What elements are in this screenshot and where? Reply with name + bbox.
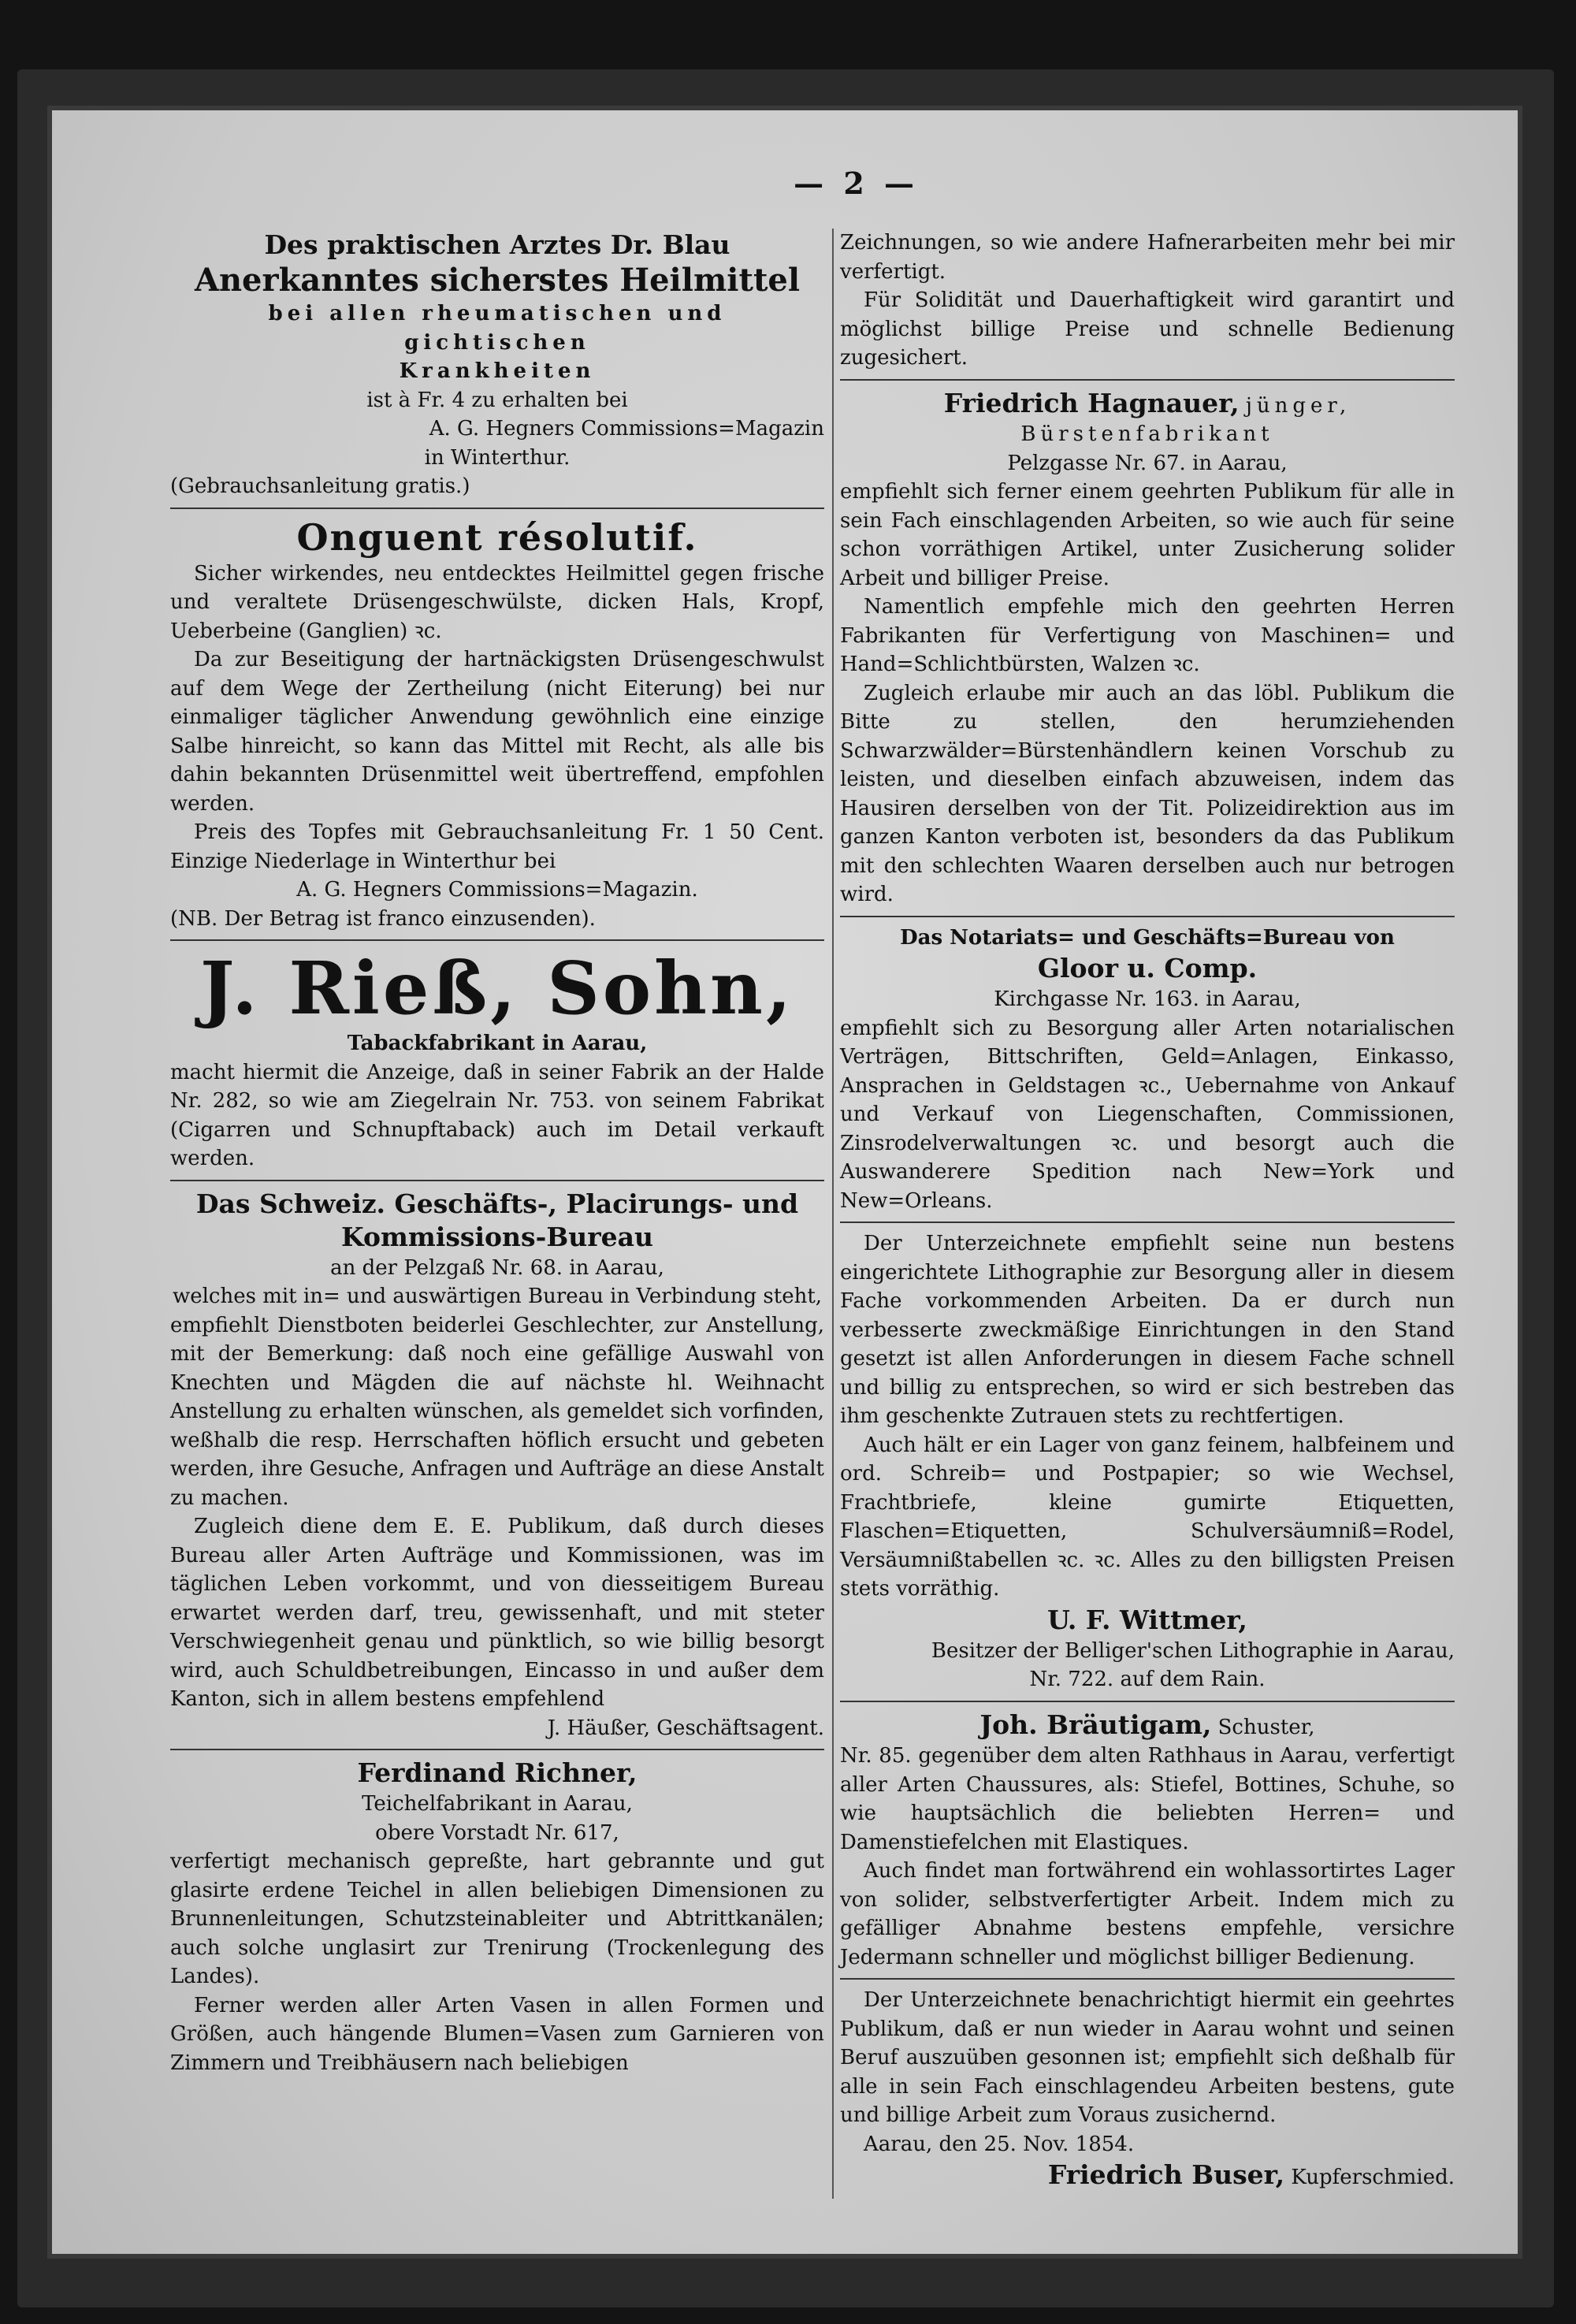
ad-schweiz-bureau [170, 1188, 824, 1751]
braeutigam-p1: Nr. 85. gegenüber dem alten Rathhaus in Aarau, verfertigt aller Arten Chaussures, als: Stiefel, Bottines, Schuhe, so wie hauptsächlich die beliebten Herren= und Damenstiefelchen mit Elastiques. [840, 1744, 1455, 1854]
wittmer-p2: Auch hält er ein Lager von ganz feinem, halbfeinem und ord. Schreib= und Postpapier; so wie Wechsel, Frachtbriefe, kleine gumirte Etiquetten, Flaschen=Etiquetten, Schulversäumniß=Rodel, Versäumnißtabellen ꝛc. ꝛc. Alles zu den billigsten Preisen stets vorräthig. [840, 1433, 1455, 1601]
bureau-title-2: Kommissions-Bureau [341, 1221, 653, 1252]
ad-riess [170, 947, 824, 1181]
ad-gloor [840, 924, 1455, 1224]
richner-title: Ferdinand Richner, [357, 1757, 637, 1788]
left-column [170, 229, 824, 2090]
onguent-p1: Sicher wirkendes, neu entdecktes Heilmittel gegen frische und veraltete Drüsengeschwülste, dicken Hals, Kropf, Ueberbeine (Ganglien) ꝛc. [170, 561, 824, 643]
page-number: — 2 — [794, 165, 919, 201]
wittmer-signature: U. F. Wittmer, [1047, 1604, 1247, 1635]
ad-buser [840, 1986, 1455, 2199]
braeutigam-p2: Auch findet man fortwährend ein wohlassortirtes Lager von solider, selbstverfertigter Arbeit. Indem mich zu gefälliger Abnahme bestens empfehle, versichre Jedermann schneller und möglichst billiger Bedienung. [840, 1859, 1455, 1969]
richner-cont-p1: Zeichnungen, so wie andere Hafnerarbeiten mehr bei mir verfertigt. [840, 231, 1455, 284]
braeutigam-title: Joh. Bräutigam, [979, 1709, 1212, 1740]
column-divider [832, 229, 834, 2199]
ad-richner-continued [840, 229, 1455, 381]
gloor-title-2: Gloor u. Comp. [1037, 953, 1258, 984]
wittmer-p1: Der Unterzeichnete empfiehlt seine nun bestens eingerichtete Lithographie zur Besorgung aller in diesem Fache vorkommenden Arbeiten. Da er durch nun verbesserte zweckmäßige Einrichtungen in den Stand gesetzt ist allen Anforderungen in diesem Fache schnell und billig zu entsprechen, so wird er sich bestreben das ihm geschenkte Zutrauen stets zu rechtfertigen. [840, 1232, 1455, 1428]
blau-line-5: ist à Fr. 4 zu erhalten bei [366, 388, 628, 412]
buser-p1: Der Unterzeichnete benachrichtigt hiermit ein geehrtes Publikum, daß er nun wieder in Aarau wohnt und seinen Beruf auszuüben gesonnen ist; empfiehlt sich deßhalb für alle in sein Fach einschlagendeu Arbeiten bestens, gute und billige Arbeit zum Voraus zusichernd. [840, 1988, 1455, 2127]
right-column [840, 229, 1455, 2205]
ad-wittmer [840, 1229, 1455, 1702]
hagnauer-title: Friedrich Hagnauer, [943, 387, 1240, 418]
hagnauer-line-2: Pelzgasse Nr. 67. in Aarau, [1007, 451, 1288, 475]
blau-line-8: (Gebrauchsanleitung gratis.) [170, 474, 470, 498]
buser-date: Aarau, den 25. Nov. 1854. [864, 2132, 1135, 2156]
gloor-line-1: Kirchgasse Nr. 163. in Aarau, [994, 987, 1301, 1011]
newspaper-page [52, 110, 1518, 2254]
hagnauer-p2: Namentlich empfehle mich den geehrten Herren Fabrikanten für Verfertigung von Maschinen= und Hand=Schlichtbürsten, Walzen ꝛc. [840, 595, 1455, 676]
blau-line-3: bei allen rheumatischen und gichtischen [268, 302, 727, 355]
ad-braeutigam [840, 1709, 1455, 1980]
buser-signature: Friedrich Buser, [1047, 2159, 1285, 2190]
richner-line-2: obere Vorstadt Nr. 617, [375, 1820, 619, 1845]
ad-dr-blau [170, 229, 824, 509]
bureau-p1: empfiehlt Dienstboten beiderlei Geschlechter, zur Anstellung, mit der Bemerkung: daß noch eine gefällige Auswahl von Knechten und Mägden die auf nächste hl. Weihnacht Anstellung zu erhalten wünschen, als gemeldet sich vorfinden, weßhalb die resp. Herrschaften höflich ersucht und gebeten werden, ihre Gesuche, Anfragen und Aufträge an diese Anstalt zu machen. [170, 1313, 824, 1510]
riess-p1: macht hiermit die Anzeige, daß in seiner Fabrik an der Halde Nr. 282, so wie am Ziegelrain Nr. 753. von seinem Fabrikat (Cigarren und Schnupftaback) auch im Detail verkauft werden. [170, 1060, 824, 1170]
blau-line-7: in Winterthur. [424, 445, 571, 470]
bureau-line-1: an der Pelzgaß Nr. 68. in Aarau, [330, 1255, 664, 1280]
richner-p2: Ferner werden aller Arten Vasen in allen Formen und Größen, auch hängende Blumen=Vasen zum Garnieren von Zimmern und Treibhäusern nach beliebigen [170, 1993, 824, 2075]
onguent-p5: (NB. Der Betrag ist franco einzusenden). [170, 906, 596, 931]
hagnauer-p1: empfiehlt sich ferner einem geehrten Publikum für alle in sein Fach einschlagenden Arbeiten, so wie auch für seine schon vorräthigen Artikel, unter Zusicherung solider Arbeit und billiger Preise. [840, 480, 1455, 590]
blau-headline: Anerkanntes sicherstes Heilmittel [194, 262, 801, 299]
gloor-title-1: Das Notariats= und Geschäfts=Bureau von [900, 925, 1395, 950]
blau-line-4: Krankheiten [399, 359, 596, 383]
blau-line-6: A. G. Hegners Commissions=Magazin [429, 417, 824, 441]
wittmer-line-1: Besitzer der Belliger'schen Lithographie in Aarau, [931, 1638, 1455, 1663]
ad-onguent [170, 515, 824, 942]
gloor-p1: empfiehlt sich zu Besorgung aller Arten notarialischen Verträgen, Bittschriften, Geld=Anlagen, Einkasso, Ansprachen in Geldstagen ꝛc., Uebernahme von Ankauf und Verkauf von Liegenschaften, Commissionen, Zinsrodelverwaltungen ꝛc. und besorgt auch die Auswanderere Spedition nach New=York und New=Orleans. [840, 1016, 1455, 1213]
richner-line-1: Teichelfabrikant in Aarau, [362, 1792, 633, 1816]
richner-p1: verfertigt mechanisch gepreßte, hart gebrannte und gut glasirte erdene Teichel in allen beliebigen Dimensionen zu Brunnenleitungen, Schutzsteinableiter und Abtrittkanälen; auch solche unglasirt zur Trenirung (Trockenlegung des Landes). [170, 1850, 824, 1988]
onguent-p4: A. G. Hegners Commissions=Magazin. [296, 878, 698, 902]
onguent-title: Onguent résolutif. [296, 515, 698, 559]
blau-line-1: Des praktischen Arztes Dr. Blau [264, 229, 730, 260]
hagnauer-p3: Zugleich erlaube mir auch an das löbl. Publikum die Bitte zu stellen, den herumziehenden Schwarzwälder=Bürstenhändlern keinen Vorschub zu leisten, und dieselben einfach abzuweisen, indem das Hausiren derselben von der Tit. Polizeidirektion aus im ganzen Kanton verboten ist, besonders da das Publikum mit den schlechten Waaren derselben auch nur betrogen wird. [840, 681, 1455, 906]
hagnauer-title-suffix: jünger, [1245, 393, 1351, 418]
bureau-line-2: welches mit in= und auswärtigen Bureau in Verbindung steht, [172, 1285, 823, 1308]
onguent-p3: Preis des Topfes mit Gebrauchsanleitung Fr. 1 50 Cent. Einzige Niederlage in Winterthur bei [170, 820, 824, 873]
onguent-p2: Da zur Beseitigung der hartnäckigsten Drüsengeschwulst auf dem Wege der Zertheilung (nicht Eiterung) bei nur einmaliger täglicher Anwendung gewöhnlich eine einzige Salbe hinreicht, so kann das Mittel mit Recht, als alle bis dahin bekannten Drüsenmittel weit übertreffend, empfohlen werden. [170, 648, 824, 816]
bureau-title-1: Das Schweiz. Geschäfts-, Placirungs- und [195, 1188, 799, 1219]
bureau-signature: J. Häußer, Geschäftsagent. [547, 1716, 824, 1740]
bureau-p2: Zugleich diene dem E. E. Publikum, daß durch dieses Bureau aller Arten Aufträge und Kommissionen, was im täglichen Leben vorkommt, und von diesseitigem Bureau erwartet werden darf, treu, gewissenhaft, und mit steter Verschwiegenheit genau und pünktlich, so wie billig besorgt wird, auch Schuldbetreibungen, Eincasso in und außer dem Kanton, sich in allem bestens empfehlend [170, 1515, 824, 1711]
buser-signature-suffix: Kupferschmied. [1291, 2166, 1455, 2189]
wittmer-line-2: Nr. 722. auf dem Rain. [1029, 1668, 1266, 1691]
riess-title: J. Rieß, Sohn, [200, 946, 794, 1031]
ad-richner [170, 1757, 824, 2084]
hagnauer-line-1: Bürstenfabrikant [1020, 422, 1274, 446]
richner-cont-p2: Für Solidität und Dauerhaftigkeit wird garantirt und möglichst billige Preise und schnelle Bedienung zugesichert. [840, 288, 1455, 370]
riess-subtitle: Tabackfabrikant in Aarau, [347, 1032, 648, 1055]
ad-hagnauer [840, 387, 1455, 917]
braeutigam-title-suffix: Schuster, [1217, 1715, 1315, 1739]
